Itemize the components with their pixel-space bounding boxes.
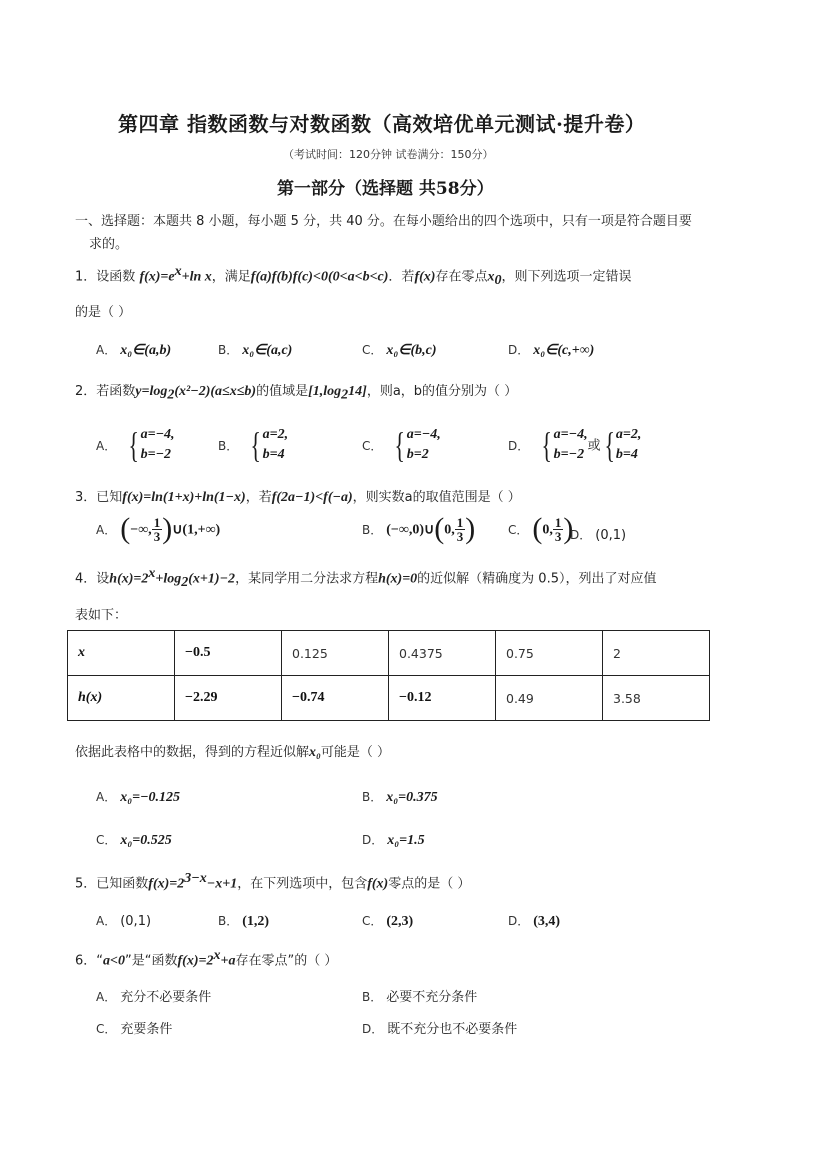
option-a[interactable] — [96, 786, 180, 806]
option-a[interactable]: A． (−∞, $\frac{1}{3}$ )∪(1,+∞) — [96, 512, 221, 545]
question-2 — [75, 380, 517, 404]
option-text: x₀=0.525 — [120, 833, 172, 848]
question-3 — [75, 486, 521, 506]
option-d[interactable] — [508, 425, 641, 465]
option-label: B． — [218, 914, 239, 928]
option-text: 0, — [444, 522, 455, 538]
option-c[interactable] — [362, 339, 437, 359]
math-sub: 0 — [494, 272, 502, 288]
question-number: 5． — [75, 876, 97, 892]
table-cell: 0.75 — [496, 631, 603, 676]
option-text: x₀=0.375 — [386, 790, 438, 805]
option-label: D． — [508, 914, 530, 928]
equation-line: a=−4, — [553, 427, 588, 442]
math-expr: (x+1)−2 — [188, 571, 236, 587]
equation-line: a=−4, — [140, 427, 175, 442]
option-a[interactable] — [96, 986, 211, 1005]
option-text: x₀∈(c,+∞) — [533, 343, 595, 358]
math-expr: f(x) — [414, 269, 436, 285]
equation-line: b=−2 — [140, 447, 172, 462]
option-label: D． — [362, 1022, 384, 1036]
equation-line: a=2, — [615, 427, 642, 442]
math-expr: f(x) — [367, 876, 389, 892]
option-b[interactable] — [218, 910, 269, 930]
option-text: 必要不充分条件 — [386, 990, 478, 1005]
option-label: A． — [96, 790, 117, 804]
option-text: (−∞,0)∪ — [386, 522, 435, 538]
option-label: A． — [96, 522, 117, 537]
math-expr: f(x)=2 — [177, 953, 214, 969]
math-expr: f(a)f(b)f(c)<0(0<a<b<c) — [250, 269, 389, 285]
brace-icon: { — [541, 425, 553, 465]
page-title: 第四章 指数函数与对数函数（高效培优单元测试·提升卷） — [118, 112, 646, 136]
option-c[interactable] — [96, 1018, 172, 1037]
option-a[interactable] — [96, 339, 171, 359]
question-text: 设函数 — [96, 269, 136, 285]
question-text: 已知 — [96, 490, 123, 505]
equation-system — [247, 425, 288, 465]
option-a[interactable] — [96, 425, 175, 465]
option-c[interactable] — [96, 829, 172, 849]
fraction — [553, 516, 564, 543]
denominator: 3 — [456, 528, 464, 544]
option-text: (0,1) — [120, 914, 152, 929]
table-header-cell: h(x) — [68, 676, 175, 721]
option-b[interactable] — [362, 786, 438, 806]
option-text: x₀=1.5 — [387, 833, 425, 848]
table-header-cell: x — [68, 631, 175, 676]
or-text: 或 — [587, 438, 601, 454]
section-intro-cont: 求的。 — [89, 237, 129, 252]
table-cell: −0.12 — [389, 676, 496, 721]
question-text: ，则实数a的取值范围是（ ） — [352, 490, 521, 505]
math-expr: f(x)=e — [139, 269, 175, 285]
question-5 — [75, 871, 470, 892]
option-c[interactable] — [362, 425, 441, 465]
brace-icon: { — [128, 425, 140, 465]
math-expr: x — [487, 269, 495, 285]
question-4 — [75, 566, 656, 591]
math-expr: y=log — [135, 384, 168, 399]
option-text: x₀=−0.125 — [120, 790, 181, 805]
math-expr: x₀ — [309, 745, 321, 760]
question-text: 的值域是 — [256, 384, 309, 399]
table-cell: 2 — [603, 631, 710, 676]
option-text: ∪(1,+∞) — [172, 522, 221, 538]
option-label: B． — [362, 990, 383, 1004]
math-expr: (x²−2)(a≤x≤b) — [174, 384, 257, 399]
option-d[interactable] — [508, 910, 560, 930]
option-d[interactable] — [508, 339, 594, 359]
fraction — [152, 516, 163, 543]
option-label: B． — [362, 790, 383, 804]
question-text: ，某同学用二分法求方程 — [235, 571, 379, 587]
option-label: A． — [96, 990, 117, 1004]
question-text: ．若 — [388, 269, 415, 285]
option-text: 充要条件 — [120, 1022, 173, 1037]
option-b[interactable] — [218, 425, 288, 465]
section-intro: 一、选择题：本题共 8 小题，每小题 5 分，共 40 分。在每小题给出的四个选项中，只有一项是符合题目要 — [75, 214, 692, 229]
question-text: ，满足 — [211, 269, 251, 285]
math-expr: f(2a−1)<f(−a) — [271, 490, 353, 505]
option-label: A． — [96, 343, 117, 357]
question-text: ”是“函数 — [125, 953, 178, 969]
math-sub: 2 — [341, 387, 349, 403]
brace-icon: { — [394, 425, 406, 465]
option-label: C． — [362, 914, 383, 928]
math-expr: 14] — [348, 384, 367, 399]
question-text: 已知函数 — [96, 876, 149, 892]
option-label: C． — [362, 343, 383, 357]
question-text: 若函数 — [96, 384, 136, 399]
equation-line: a=−4, — [406, 427, 441, 442]
question-1-cont: 的是（ ） — [75, 305, 132, 320]
question-number: 6． — [75, 953, 97, 969]
question-text: 零点的是（ ） — [388, 876, 471, 892]
math-expr: h(x)=0 — [378, 571, 418, 587]
option-label: B． — [362, 522, 383, 537]
math-expr: f(x)=2 — [148, 876, 185, 892]
math-expr: f(x)=ln(1+x)+ln(1−x) — [122, 490, 246, 505]
option-b[interactable]: B． (−∞,0)∪(0, $\frac{1}{3}$ ) — [362, 512, 476, 545]
question-4-followup — [75, 741, 390, 761]
math-expr: +log — [155, 571, 182, 587]
option-text: (1,2) — [242, 914, 270, 929]
option-d[interactable] — [362, 829, 425, 849]
equation-line: b=4 — [262, 447, 285, 462]
option-label: A． — [96, 914, 117, 928]
question-4-cont: 表如下： — [75, 608, 128, 623]
option-label: B． — [218, 438, 239, 453]
math-expr: h(x)=2 — [109, 571, 149, 587]
numerator: 1 — [456, 514, 464, 530]
math-sup: 3−x — [184, 871, 207, 886]
option-text: 充分不必要条件 — [120, 990, 212, 1005]
question-text: 存在零点”的（ ） — [235, 953, 338, 969]
question-number: 4． — [75, 571, 97, 587]
option-label: C． — [508, 522, 529, 537]
table-row — [68, 631, 710, 676]
question-text: ，在下列选项中，包含 — [237, 876, 368, 892]
option-label: C． — [362, 438, 383, 453]
question-number: 2． — [75, 384, 97, 399]
option-label: D． — [570, 528, 592, 542]
option-text: x₀∈(a,c) — [242, 343, 293, 358]
option-b[interactable] — [362, 986, 477, 1005]
question-number: 3． — [75, 490, 97, 505]
table-cell: −0.5 — [175, 631, 282, 676]
table-cell: 0.125 — [282, 631, 389, 676]
question-text: 依据此表格中的数据，得到的方程近似解 — [75, 745, 310, 760]
value-table — [67, 630, 710, 721]
math-sup: x — [148, 566, 156, 581]
math-expr: −x+1 — [206, 876, 238, 892]
math-expr: +a — [220, 953, 236, 969]
option-a[interactable] — [96, 910, 151, 929]
question-text: 可能是（ ） — [320, 745, 391, 760]
option-text: x₀∈(b,c) — [386, 343, 437, 358]
question-text: 的近似解（精确度为 0.5），列出了对应值 — [417, 571, 657, 587]
question-1 — [75, 264, 631, 289]
exam-info: （考试时间：120分钟 试卷满分：150分） — [283, 148, 494, 161]
table-cell: −2.29 — [175, 676, 282, 721]
equation-line: b=2 — [406, 447, 429, 462]
option-label: D． — [508, 438, 530, 453]
option-label: B． — [218, 343, 239, 357]
option-text: (3,4) — [533, 914, 561, 929]
option-c[interactable]: C． (0, $\frac{1}{3}$ ) — [508, 512, 574, 545]
option-text: 0, — [542, 522, 553, 538]
denominator: 3 — [554, 528, 562, 544]
table-row — [68, 676, 710, 721]
option-c[interactable] — [362, 910, 413, 930]
question-text: “ — [96, 953, 104, 969]
question-text: ，则下列选项一定错误 — [501, 269, 632, 285]
question-number: 1． — [75, 269, 97, 285]
math-sup: x — [213, 948, 221, 963]
math-expr: +ln x — [181, 269, 212, 285]
question-text: 设 — [96, 571, 110, 587]
option-label: C． — [96, 833, 117, 847]
question-6 — [75, 948, 337, 969]
fraction — [455, 516, 466, 543]
option-text: −∞, — [130, 522, 152, 538]
option-text: (0,1) — [595, 528, 627, 543]
option-b[interactable] — [218, 339, 292, 359]
table-cell: −0.74 — [282, 676, 389, 721]
denominator: 3 — [153, 528, 161, 544]
table-cell: 3.58 — [603, 676, 710, 721]
option-text: (2,3) — [386, 914, 414, 929]
equation-system — [538, 425, 587, 465]
equation-line: b=4 — [615, 447, 638, 462]
numerator: 1 — [153, 514, 161, 530]
brace-icon: { — [604, 425, 615, 465]
question-text: ，若 — [245, 490, 272, 505]
question-text: ，则a，b的值分别为（ ） — [366, 384, 518, 399]
option-text: 既不充分也不必要条件 — [387, 1022, 518, 1037]
equation-system — [601, 425, 642, 465]
option-label: D． — [362, 833, 384, 847]
equation-line: a=2, — [262, 427, 289, 442]
option-label: D． — [508, 343, 530, 357]
numerator: 1 — [554, 514, 562, 530]
equation-system — [391, 425, 440, 465]
option-text: x₀∈(a,b) — [120, 343, 172, 358]
option-label: C． — [96, 1022, 117, 1036]
equation-line: b=−2 — [553, 447, 585, 462]
math-expr: a<0 — [103, 953, 126, 969]
table-cell: 0.4375 — [389, 631, 496, 676]
math-sup: x — [174, 264, 182, 279]
part-heading: 第一部分（选择题 共58分） — [277, 179, 494, 199]
table-cell: 0.49 — [496, 676, 603, 721]
option-label: A． — [96, 438, 117, 453]
math-expr: [1,log — [308, 384, 342, 399]
brace-icon: { — [250, 425, 262, 465]
question-text: 存在零点 — [435, 269, 488, 285]
equation-system — [125, 425, 174, 465]
math-sub: 2 — [181, 574, 189, 590]
math-sub: 2 — [167, 387, 175, 403]
option-d[interactable] — [570, 524, 626, 543]
option-d[interactable] — [362, 1018, 517, 1037]
